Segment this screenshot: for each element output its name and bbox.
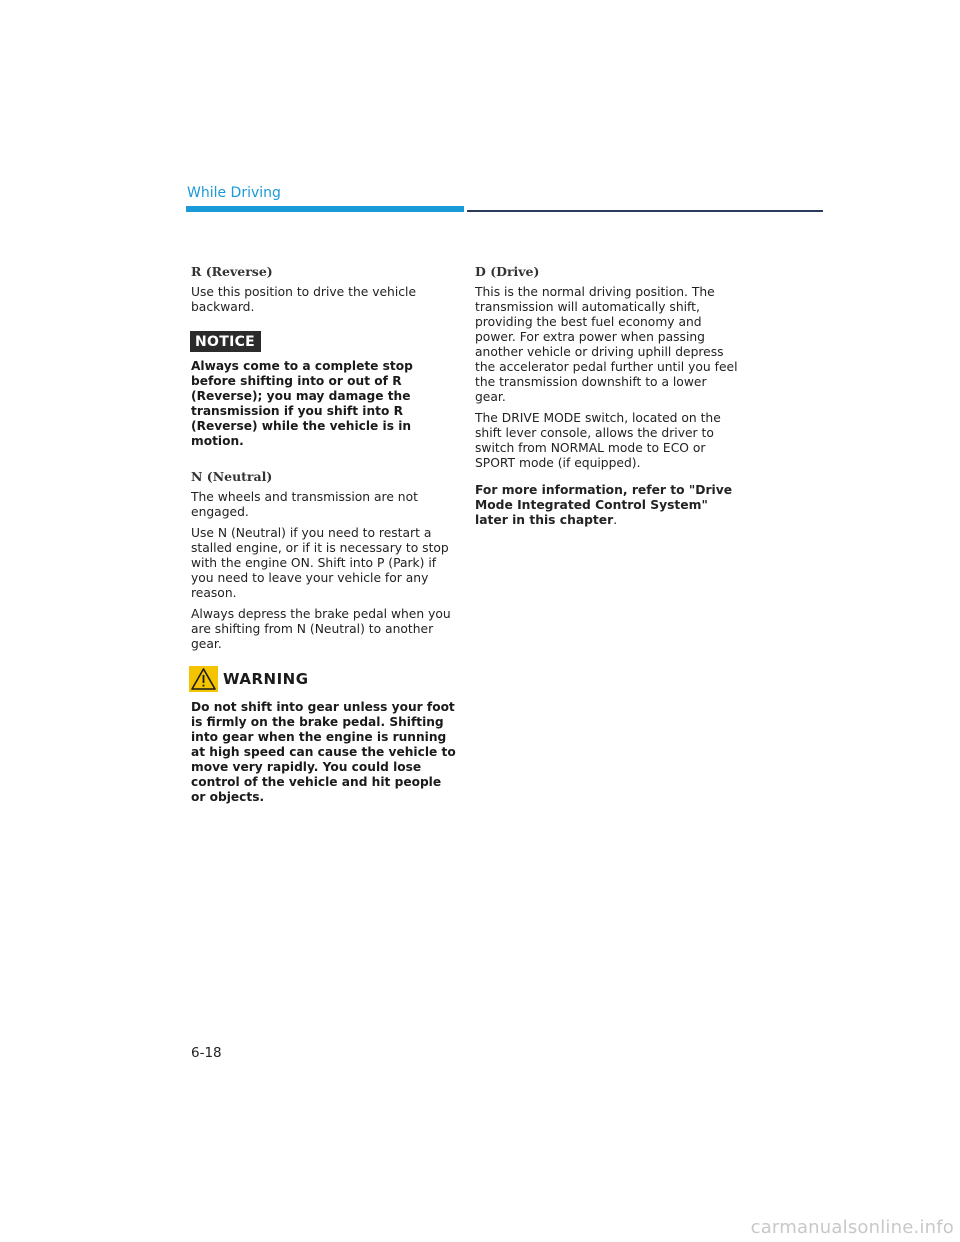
neutral-paragraph-1: The wheels and transmission are not engaged. <box>191 490 418 519</box>
warning-triangle-icon <box>189 666 218 692</box>
section-title: While Driving <box>187 185 281 201</box>
neutral-paragraph-3: Always depress the brake pedal when you are shifting from N (Neutral) to another gear. <box>191 607 451 651</box>
right-column <box>475 264 740 534</box>
page-number: 6-18 <box>191 1045 222 1061</box>
left-column <box>191 264 459 811</box>
notice-badge: NOTICE <box>190 331 261 352</box>
header-rule-thin <box>467 210 823 212</box>
watermark: carmanualsonline.info <box>750 1217 954 1238</box>
drive-paragraph-1: This is the normal driving position. The transmission will automatically shift, providing the best fuel economy and power. For extra power when passing another vehicle or driving uphill depress the accelerator pedal further until you feel the transmission downshift to a lower gear. <box>475 285 738 404</box>
warning-header <box>189 666 459 692</box>
reference-end: . <box>613 513 618 527</box>
reference-note <box>475 483 740 528</box>
warning-text: Do not shift into gear unless your foot is firmly on the brake pedal. Shifting into gear when the engine is running at high speed can cause the vehicle to move very rapidly. You could lose control of the vehicle and hit people or objects. <box>191 700 456 804</box>
warning-label: WARNING <box>223 670 309 688</box>
neutral-paragraph-2: Use N (Neutral) if you need to restart a stalled engine, or if it is necessary to stop with the engine ON. Shift into P (Park) if you need to leave your vehicle for any reason. <box>191 526 449 600</box>
notice-text: Always come to a complete stop before shifting into or out of R (Reverse); you may damage the transmission if you shift into R (Reverse) while the vehicle is in motion. <box>191 359 413 448</box>
reverse-text: Use this position to drive the vehicle backward. <box>191 285 417 314</box>
drive-heading: D (Drive) <box>475 264 540 279</box>
neutral-heading: N (Neutral) <box>191 469 273 484</box>
header-rule-accent <box>186 206 464 212</box>
drive-paragraph-2: The DRIVE MODE switch, located on the shift lever console, allows the driver to switch from NORMAL mode to ECO or SPORT mode (if equipped). <box>475 411 721 470</box>
reverse-heading: R (Reverse) <box>191 264 273 279</box>
reference-bold: For more information, refer to "Drive Mode Integrated Control System" later in this chapter <box>475 483 733 527</box>
